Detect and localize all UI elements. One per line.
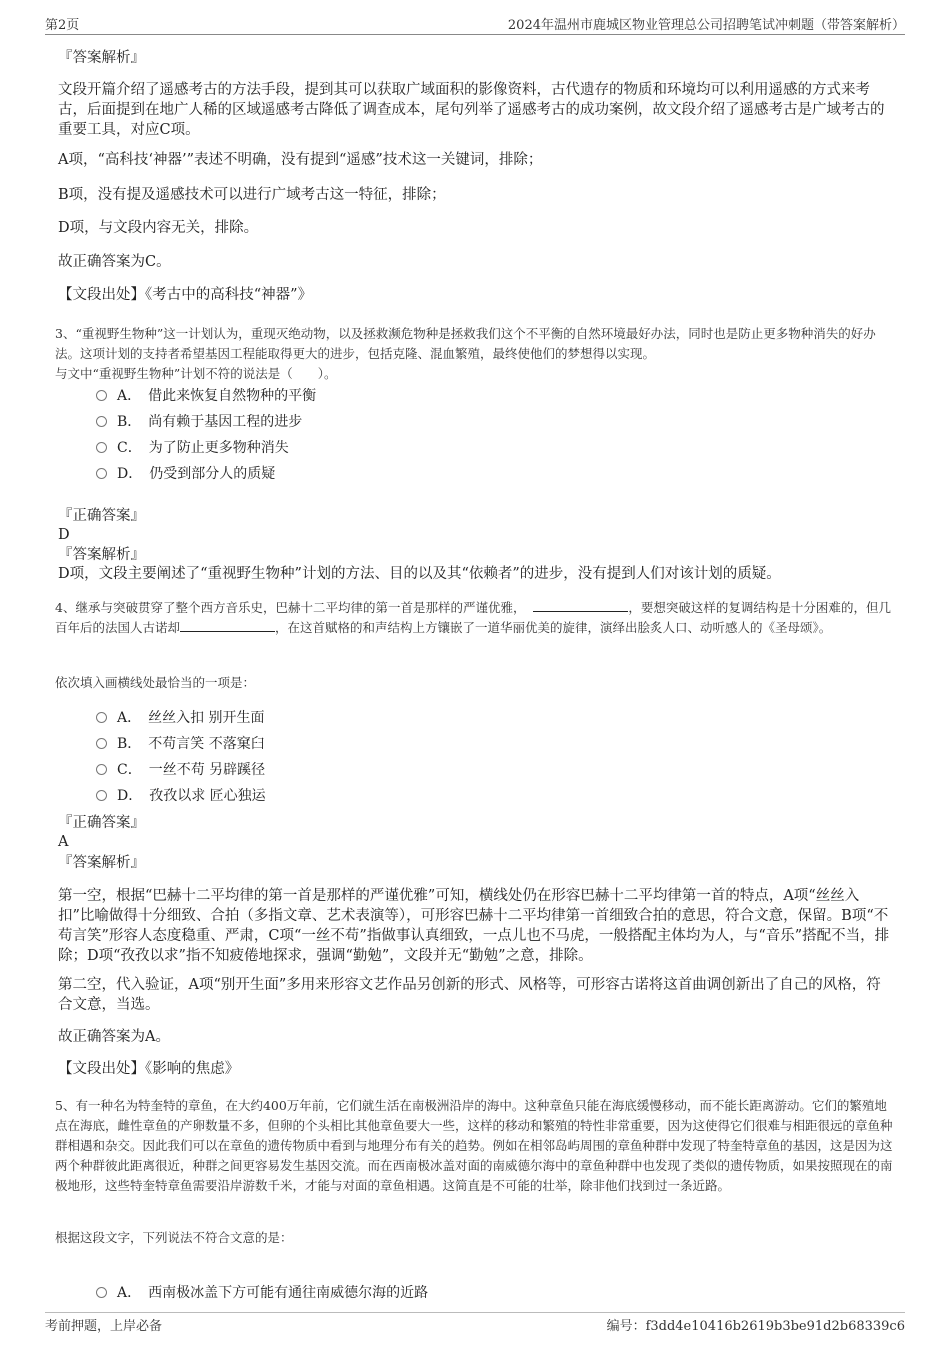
q3-option-b-label: B． 尚有赖于基因工程的进步 bbox=[117, 414, 303, 430]
document-id: 编号：f3dd4e10416b2619b3be91d2b68339c6 bbox=[606, 1319, 905, 1334]
q3-correct-label: 『正确答案』 bbox=[58, 508, 145, 524]
q4-answer-line: 故正确答案为A。 bbox=[58, 1029, 170, 1045]
document-title: 2024年温州市鹿城区物业管理总公司招聘笔试冲刺题（带答案解析） bbox=[507, 18, 905, 33]
q4-option-d[interactable] bbox=[96, 786, 266, 806]
q3-analysis: D项，文段主要阐述了“重视野生物种”计划的方法、目的以及其“依赖者”的进步，没有提到人们对该计划的质疑。 bbox=[58, 566, 781, 582]
page-footer bbox=[45, 1312, 905, 1334]
q2-analysis-option-b: B项，没有提及遥感技术可以进行广域考古这一特征，排除； bbox=[58, 187, 446, 203]
radio-icon[interactable] bbox=[96, 712, 107, 723]
q2-analysis-label: 『答案解析』 bbox=[58, 50, 145, 66]
q4-option-b[interactable] bbox=[96, 734, 265, 754]
q3-option-a[interactable] bbox=[96, 386, 316, 406]
q4-stem-part-1: 4、继承与突破贯穿了整个西方音乐史，巴赫十二平均律的第一首是那样的严谨优雅， bbox=[55, 600, 526, 615]
radio-icon[interactable] bbox=[96, 390, 107, 401]
q4-analysis-label: 『答案解析』 bbox=[58, 855, 145, 871]
radio-icon[interactable] bbox=[96, 416, 107, 427]
q4-option-a-label: A． 丝丝入扣 别开生面 bbox=[117, 710, 265, 726]
q4-analysis-paragraph-2: 第二空，代入验证，A项“别开生面”多用来形容文艺作品另创新的形式、风格等，可形容古诺将这首曲调创新出了自己的风格，符合文意，当选。 bbox=[58, 977, 881, 1013]
q4-prompt: 依次填入画横线处最恰当的一项是： bbox=[55, 675, 256, 690]
q2-source: 【文段出处】《考古中的高科技“神器”》 bbox=[58, 287, 313, 303]
q5-option-a-label: A． 西南极冰盖下方可能有通往南威德尔海的近路 bbox=[117, 1285, 429, 1301]
q2-analysis-option-a: A项，“高科技‘神器’”表述不明确，没有提到“遥感”技术这一关键词，排除； bbox=[58, 152, 543, 168]
footer-slogan: 考前押题，上岸必备 bbox=[45, 1319, 163, 1334]
q2-analysis-paragraph: 文段开篇介绍了遥感考古的方法手段，提到其可以获取广域面积的影像资料，古代遗存的物质和环境均可以利用遥感的方式来考古，后面提到在地广人稀的区域遥感考古降低了调查成本，尾句列举了遥感考古的成功案例，故文段介绍了遥感考古是广域考古的重要工具，对应C项。 bbox=[58, 82, 885, 138]
q4-option-c-label: C． 一丝不苟 另辟蹊径 bbox=[117, 762, 266, 778]
q3-option-a-label: A． 借此来恢复自然物种的平衡 bbox=[117, 388, 317, 404]
q4-stem-part-3: 的，但几百年后的法国人古诺却 bbox=[55, 600, 891, 635]
radio-icon[interactable] bbox=[96, 1287, 107, 1298]
q4-source: 【文段出处】《影响的焦虑》 bbox=[58, 1061, 240, 1077]
q4-analysis-paragraph-1: 第一空，根据“巴赫十二平均律的第一首是那样的严谨优雅”可知，横线处仍在形容巴赫十二平均律第一首的特点，A项“丝丝入扣”比喻做得十分细致、合拍（多指文章、艺术表演等），可形容巴赫十二平均律第一首细致合拍的意思，符合文意，保留。B项“不苟言笑”形容人态度稳重、严肃，C项“一丝不苟”指做事认真细致，一点儿也不马虎，一般搭配主体均为人，与“音乐”搭配不当，排除；D项“孜孜以求”指不知疲倦地探求，强调“勤勉”，文段并无“勤勉”之意，排除。 bbox=[58, 888, 890, 964]
q4-correct-answer: A bbox=[58, 834, 69, 850]
q3-stem: 3、“重视野生物种”这一计划认为，重现灭绝动物，以及拯救濒危物种是拯救我们这个不平衡的自然环境最好办法，同时也是防止更多物种消失的好办法。这项计划的支持者希望基因工程能取得更大的进步，包括克隆、混血繁殖，最终使他们的梦想得以实现。 bbox=[55, 326, 876, 361]
page-header bbox=[45, 12, 905, 35]
radio-icon[interactable] bbox=[96, 738, 107, 749]
page-number: 第2页 bbox=[45, 18, 80, 33]
q3-option-d-label: D． 仍受到部分人的质疑 bbox=[117, 466, 276, 482]
blank-2 bbox=[180, 619, 275, 632]
q5-stem: 5、有一种名为特奎特的章鱼，在大约400万年前，它们就生活在南极洲沿岸的海中。这种章鱼只能在海底缓慢移动，而不能长距离游动。它们的繁殖地点在海底，雌性章鱼的产卵数量不多，但卵的个头相比其他章鱼要大一些，这样的移动和繁殖的特性非常重要，因为这使得它们很难与相距很远的章鱼种群相遇和杂交。因此我们可以在章鱼的遗传物质中看到与地理分布有关的趋势。例如在相邻岛屿周围的章鱼种群中发现了特奎特章鱼的基因，这是因为这两个种群彼此距离很近，种群之间更容易发生基因交流。而在西南极冰盖对面的南威德尔海中的章鱼种群中也发现了类似的遗传物质，如果按照现在的南极地形，这些特奎特章鱼需要沿岸游数千米，才能与对面的章鱼相遇。这简直是不可能的壮举，除非他们找到过一条近路。 bbox=[55, 1098, 893, 1193]
q4-stem-part-2: ，要想突破这样的复调结构是十分困难 bbox=[628, 600, 841, 615]
q3-option-b[interactable] bbox=[96, 412, 302, 432]
q3-question: 与文中“重视野生物种”计划不符的说法是（ ）。 bbox=[55, 366, 337, 381]
q2-analysis-option-d: D项，与文段内容无关，排除。 bbox=[58, 220, 259, 236]
blank-1 bbox=[533, 599, 628, 612]
radio-icon[interactable] bbox=[96, 442, 107, 453]
q3-correct-answer: D bbox=[58, 527, 70, 543]
radio-icon[interactable] bbox=[96, 790, 107, 801]
q5-option-a[interactable] bbox=[96, 1283, 428, 1303]
q4-option-b-label: B． 不苟言笑 不落窠臼 bbox=[117, 736, 265, 752]
q4-stem-part-4: ，在这首赋格的和声结构上方镶嵌了一道华丽优美的旋律，演绎出脍炙人口、动听感人的《圣母颂》。 bbox=[275, 620, 832, 635]
q4-option-d-label: D． 孜孜以求 匠心独运 bbox=[117, 788, 266, 804]
q3-analysis-label: 『答案解析』 bbox=[58, 547, 145, 563]
radio-icon[interactable] bbox=[96, 764, 107, 775]
q4-correct-label: 『正确答案』 bbox=[58, 815, 145, 831]
q4-stem bbox=[55, 598, 895, 638]
q4-option-a[interactable] bbox=[96, 708, 265, 728]
q3-option-d[interactable] bbox=[96, 464, 275, 484]
q5-prompt: 根据这段文字，下列说法不符合文意的是： bbox=[55, 1230, 293, 1245]
q4-option-c[interactable] bbox=[96, 760, 265, 780]
q3-option-c-label: C． 为了防止更多物种消失 bbox=[117, 440, 289, 456]
q3-option-c[interactable] bbox=[96, 438, 289, 458]
radio-icon[interactable] bbox=[96, 468, 107, 479]
q2-answer-line: 故正确答案为C。 bbox=[58, 254, 171, 270]
